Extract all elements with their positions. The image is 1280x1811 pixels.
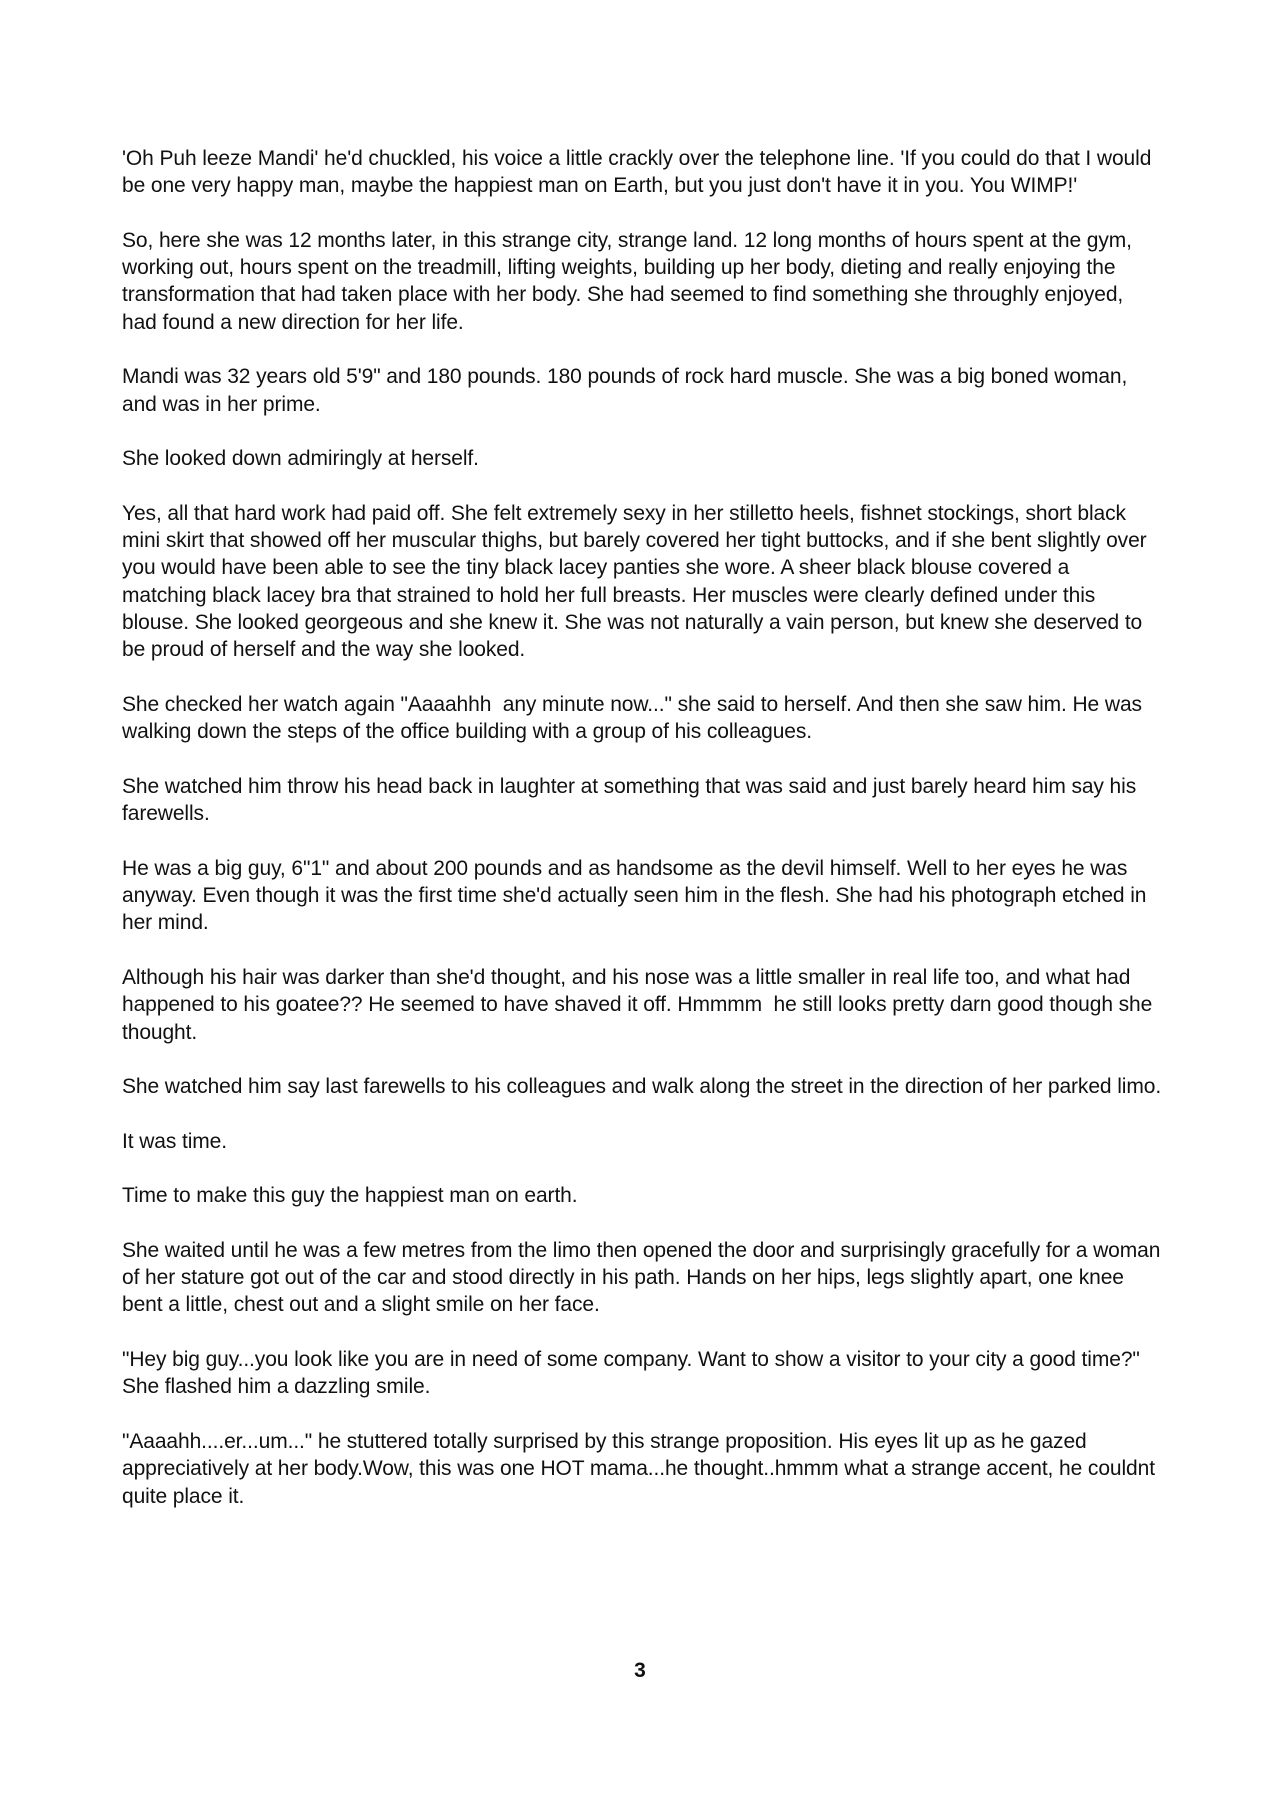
- paragraph: "Hey big guy...you look like you are in need of some company. Want to show a visitor to your city a good time?" She flashed him a dazzling smile.: [122, 1348, 1146, 1399]
- paragraph: So, here she was 12 months later, in this strange city, strange land. 12 long months of hours spent at the gym, working out, hours spent on the treadmill, lifting weights, building up her body, dieting and really enjoying the transformation that had taken place with her body. She had seemed to find something she throughly enjoyed, had found a new direction for her life.: [122, 228, 1138, 334]
- paragraph: Although his hair was darker than she'd thought, and his nose was a little smaller in real life too, and what had happened to his goatee?? He seemed to have shaved it off. Hmmmm he still looks pretty darn good though she thought.: [122, 965, 1158, 1044]
- paragraph: 'Oh Puh leeze Mandi' he'd chuckled, his voice a little crackly over the telephone line. 'If you could do that I would be one very happy man, maybe the happiest man on Earth, but you just don't have it in you. You WIMP!': [122, 147, 1158, 198]
- paragraph: She watched him say last farewells to his colleagues and walk along the street in the direction of her parked limo.: [122, 1075, 1162, 1099]
- paragraph: She checked her watch again "Aaaahhh any minute now..." she said to herself. And then she saw him. He was walking down the steps of the office building with a group of his colleagues.: [122, 692, 1148, 744]
- paragraph: Yes, all that hard work had paid off. She felt extremely sexy in her stilletto heels, fishnet stockings, short black mini skirt that showed off her muscular thighs, but barely covered her tight buttocks, and if she bent slightly over you would have been able to see the tiny black lacey panties she wore. A sheer black blouse covered a matching black lacey bra that strained to hold her full breasts. Her muscles were clearly defined under this blouse. She looked georgeous and she knew it. She was not naturally a vain person, but knew she deserved to be proud of herself and the way she looked.: [122, 501, 1153, 662]
- paragraph: She looked down admiringly at herself.: [122, 447, 479, 471]
- paragraph: He was a big guy, 6"1" and about 200 pounds and as handsome as the devil himself. Well to her eyes he was anyway. Even though it was the first time she'd actually seen him in the flesh. She had his photograph etched in her mind.: [122, 856, 1153, 935]
- paragraph: It was time.: [122, 1129, 227, 1153]
- paragraph: "Aaaahh....er...um..." he stuttered totally surprised by this strange proposition. His eyes lit up as he gazed appreciatively at her body.Wow, this was one HOT mama...he thought..hmmm what a strange accent, he couldnt quite place it.: [122, 1429, 1161, 1508]
- paragraph: Time to make this guy the happiest man on earth.: [122, 1184, 578, 1208]
- paragraph: Mandi was 32 years old 5'9" and 180 pounds. 180 pounds of rock hard muscle. She was a big boned woman, and was in her prime.: [122, 365, 1133, 416]
- page-number: 3: [634, 1659, 646, 1682]
- body-text: [122, 145, 1167, 1537]
- paragraph: She watched him throw his head back in laughter at something that was said and just barely heard him say his farewells.: [122, 774, 1142, 826]
- paragraph: She waited until he was a few metres from the limo then opened the door and surprisingly gracefully for a woman of her stature got out of the car and stood directly in his path. Hands on her hips, legs slightly apart, one knee bent a little, chest out and a slight smile on her face.: [122, 1238, 1167, 1317]
